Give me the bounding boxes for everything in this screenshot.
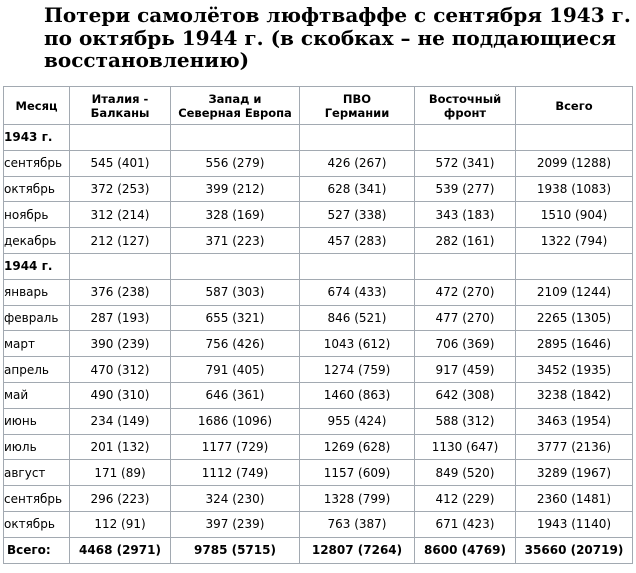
value-cell: 490 (310) xyxy=(70,382,171,408)
value-cell: 849 (520) xyxy=(415,460,516,486)
value-cell: 1130 (647) xyxy=(415,434,516,460)
value-cell: 2360 (1481) xyxy=(516,486,633,512)
total-value-cell: 9785 (5715) xyxy=(171,537,300,563)
header-text: Северная Европа xyxy=(178,105,292,120)
header-total xyxy=(516,87,633,125)
month-cell: апрель xyxy=(4,357,70,383)
value-cell: 1460 (863) xyxy=(300,382,415,408)
value-cell: 556 (279) xyxy=(171,150,300,176)
total-value-cell: 8600 (4769) xyxy=(415,537,516,563)
value-cell: 1274 (759) xyxy=(300,357,415,383)
empty-cell xyxy=(171,125,300,151)
value-cell: 671 (423) xyxy=(415,511,516,537)
value-cell: 1943 (1140) xyxy=(516,511,633,537)
value-cell: 628 (341) xyxy=(300,176,415,202)
table-row xyxy=(4,228,633,254)
value-cell: 955 (424) xyxy=(300,408,415,434)
value-cell: 287 (193) xyxy=(70,305,171,331)
month-cell: июль xyxy=(4,434,70,460)
value-cell: 655 (321) xyxy=(171,305,300,331)
value-cell: 399 (212) xyxy=(171,176,300,202)
value-cell: 1043 (612) xyxy=(300,331,415,357)
value-cell: 376 (238) xyxy=(70,279,171,305)
value-cell: 1157 (609) xyxy=(300,460,415,486)
value-cell: 201 (132) xyxy=(70,434,171,460)
value-cell: 3463 (1954) xyxy=(516,408,633,434)
value-cell: 412 (229) xyxy=(415,486,516,512)
value-cell: 587 (303) xyxy=(171,279,300,305)
value-cell: 572 (341) xyxy=(415,150,516,176)
table-row xyxy=(4,150,633,176)
value-cell: 545 (401) xyxy=(70,150,171,176)
header-row xyxy=(4,87,633,125)
value-cell: 343 (183) xyxy=(415,202,516,228)
empty-cell xyxy=(300,125,415,151)
title-line-2: по октябрь 1944 г. (в скобках – не поддающиеся xyxy=(44,25,617,50)
table-row xyxy=(4,305,633,331)
value-cell: 846 (521) xyxy=(300,305,415,331)
title-line-1: Потери самолётов люфтваффе с сентября 1943 г. xyxy=(44,3,631,27)
value-cell: 328 (169) xyxy=(171,202,300,228)
value-cell: 470 (312) xyxy=(70,357,171,383)
value-cell: 2895 (1646) xyxy=(516,331,633,357)
value-cell: 477 (270) xyxy=(415,305,516,331)
value-cell: 397 (239) xyxy=(171,511,300,537)
value-cell: 646 (361) xyxy=(171,382,300,408)
empty-cell xyxy=(516,125,633,151)
value-cell: 234 (149) xyxy=(70,408,171,434)
value-cell: 763 (387) xyxy=(300,511,415,537)
total-row xyxy=(4,537,633,563)
month-cell: октябрь xyxy=(4,511,70,537)
value-cell: 1269 (628) xyxy=(300,434,415,460)
value-cell: 2265 (1305) xyxy=(516,305,633,331)
table-row xyxy=(4,460,633,486)
header-month xyxy=(4,87,70,125)
empty-cell xyxy=(415,253,516,279)
header-text: Восточный xyxy=(428,91,502,106)
value-cell: 756 (426) xyxy=(171,331,300,357)
year-label: 1943 г. xyxy=(4,125,70,151)
table-row xyxy=(4,279,633,305)
header-air-defense-germany xyxy=(300,87,415,125)
value-cell: 296 (223) xyxy=(70,486,171,512)
value-cell: 791 (405) xyxy=(171,357,300,383)
total-value-cell: 12807 (7264) xyxy=(300,537,415,563)
header-text: Месяц xyxy=(15,98,58,113)
value-cell: 1686 (1096) xyxy=(171,408,300,434)
total-label: Всего: xyxy=(4,537,70,563)
empty-cell xyxy=(300,253,415,279)
value-cell: 390 (239) xyxy=(70,331,171,357)
empty-cell xyxy=(70,253,171,279)
page-title xyxy=(44,4,634,72)
year-label: 1944 г. xyxy=(4,253,70,279)
total-value-cell: 4468 (2971) xyxy=(70,537,171,563)
value-cell: 706 (369) xyxy=(415,331,516,357)
empty-cell xyxy=(70,125,171,151)
value-cell: 426 (267) xyxy=(300,150,415,176)
table-header xyxy=(4,87,633,125)
value-cell: 527 (338) xyxy=(300,202,415,228)
header-text: Запад и xyxy=(208,91,262,106)
value-cell: 539 (277) xyxy=(415,176,516,202)
month-cell: май xyxy=(4,382,70,408)
value-cell: 3452 (1935) xyxy=(516,357,633,383)
empty-cell xyxy=(516,253,633,279)
month-cell: февраль xyxy=(4,305,70,331)
month-cell: октябрь xyxy=(4,176,70,202)
value-cell: 324 (230) xyxy=(171,486,300,512)
table-row xyxy=(4,408,633,434)
header-text: Балканы xyxy=(90,105,150,120)
header-eastern-front xyxy=(415,87,516,125)
month-cell: сентябрь xyxy=(4,150,70,176)
value-cell: 472 (270) xyxy=(415,279,516,305)
table-row xyxy=(4,486,633,512)
value-cell: 1938 (1083) xyxy=(516,176,633,202)
table-row xyxy=(4,331,633,357)
value-cell: 1112 (749) xyxy=(171,460,300,486)
header-italy-balkans xyxy=(70,87,171,125)
title-line-3: восстановлению) xyxy=(44,48,250,72)
table-row xyxy=(4,357,633,383)
value-cell: 1177 (729) xyxy=(171,434,300,460)
year-row xyxy=(4,125,633,151)
header-text: ПВО xyxy=(342,91,372,106)
value-cell: 312 (214) xyxy=(70,202,171,228)
table-row xyxy=(4,176,633,202)
value-cell: 2109 (1244) xyxy=(516,279,633,305)
header-text: фронт xyxy=(443,105,487,120)
value-cell: 3777 (2136) xyxy=(516,434,633,460)
value-cell: 642 (308) xyxy=(415,382,516,408)
table-row xyxy=(4,382,633,408)
value-cell: 282 (161) xyxy=(415,228,516,254)
value-cell: 171 (89) xyxy=(70,460,171,486)
empty-cell xyxy=(171,253,300,279)
month-cell: декабрь xyxy=(4,228,70,254)
value-cell: 372 (253) xyxy=(70,176,171,202)
month-cell: январь xyxy=(4,279,70,305)
value-cell: 112 (91) xyxy=(70,511,171,537)
value-cell: 212 (127) xyxy=(70,228,171,254)
value-cell: 674 (433) xyxy=(300,279,415,305)
table-row xyxy=(4,511,633,537)
table-row xyxy=(4,202,633,228)
table-row xyxy=(4,434,633,460)
value-cell: 1328 (799) xyxy=(300,486,415,512)
header-west-north-europe xyxy=(171,87,300,125)
value-cell: 917 (459) xyxy=(415,357,516,383)
value-cell: 588 (312) xyxy=(415,408,516,434)
month-cell: ноябрь xyxy=(4,202,70,228)
value-cell: 1322 (794) xyxy=(516,228,633,254)
year-row xyxy=(4,253,633,279)
value-cell: 3289 (1967) xyxy=(516,460,633,486)
month-cell: сентябрь xyxy=(4,486,70,512)
value-cell: 371 (223) xyxy=(171,228,300,254)
total-value-cell: 35660 (20719) xyxy=(516,537,633,563)
empty-cell xyxy=(415,125,516,151)
value-cell: 3238 (1842) xyxy=(516,382,633,408)
month-cell: март xyxy=(4,331,70,357)
losses-table xyxy=(3,86,633,564)
header-text: Италия - xyxy=(91,91,149,106)
header-text: Всего xyxy=(555,98,593,113)
header-text: Германии xyxy=(324,105,390,120)
value-cell: 457 (283) xyxy=(300,228,415,254)
month-cell: август xyxy=(4,460,70,486)
value-cell: 1510 (904) xyxy=(516,202,633,228)
month-cell: июнь xyxy=(4,408,70,434)
value-cell: 2099 (1288) xyxy=(516,150,633,176)
table-body xyxy=(4,125,633,564)
